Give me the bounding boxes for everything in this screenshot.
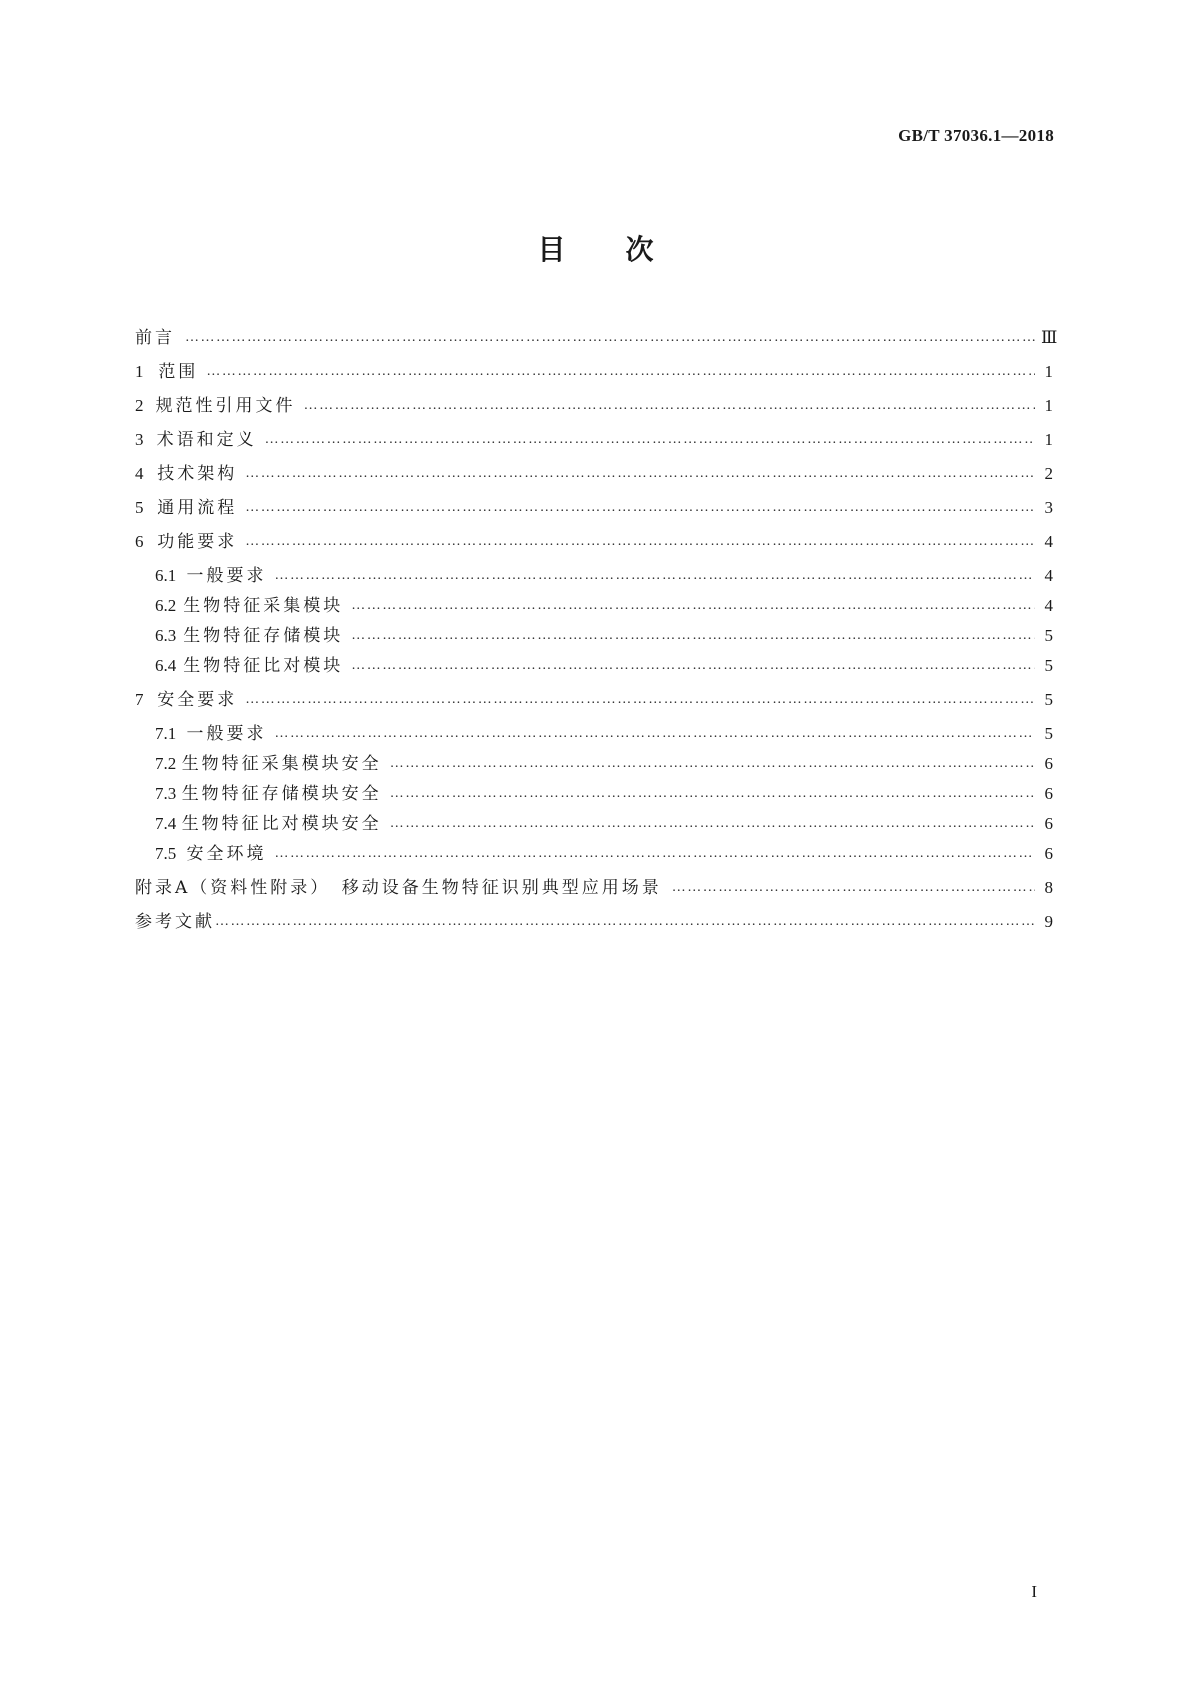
toc-entry-number: 5 xyxy=(135,498,144,517)
toc-entry-6-2[interactable] xyxy=(155,594,1053,618)
toc-entry-1[interactable] xyxy=(135,360,1053,384)
toc-entry-label: 生物特征存储模块安全 xyxy=(181,784,382,804)
toc-entry-foreword[interactable] xyxy=(135,326,1058,350)
dot-leader xyxy=(245,688,1035,712)
toc-entry-page: 3 xyxy=(1044,498,1053,517)
dot-leader xyxy=(274,564,1035,588)
page-number: I xyxy=(1031,1582,1037,1601)
toc-entry-7-2[interactable] xyxy=(155,752,1053,776)
dot-leader xyxy=(265,428,1035,452)
toc-entry-label: 安全要求 xyxy=(157,690,238,710)
toc-entry-page: 6 xyxy=(1044,754,1053,773)
standard-number: GB/T 37036.1—2018 xyxy=(898,126,1054,145)
toc-entry-6-1[interactable] xyxy=(155,564,1053,588)
toc-entry-appendix-a[interactable] xyxy=(135,876,1053,900)
dot-leader xyxy=(390,782,1035,806)
page-title: 目次 xyxy=(537,233,714,266)
toc-entry-number: 1 xyxy=(135,362,144,381)
toc-entry-7-3[interactable] xyxy=(155,782,1053,806)
toc-entry-page: 4 xyxy=(1044,596,1053,615)
dot-leader xyxy=(390,752,1035,776)
toc-entry-number: 3 xyxy=(135,430,144,449)
toc-entry-label: 生物特征存储模块 xyxy=(183,626,344,646)
dot-leader xyxy=(390,812,1035,836)
toc-entry-number: 7.4 xyxy=(155,814,177,833)
toc-entry-number: 7 xyxy=(135,690,144,709)
toc-entry-7-5[interactable] xyxy=(155,842,1053,866)
toc-entry-number: 7.1 xyxy=(155,724,177,743)
dot-leader xyxy=(215,910,1035,934)
toc-entry-page: 1 xyxy=(1044,396,1053,415)
toc-entry-5[interactable] xyxy=(135,496,1053,520)
dot-leader xyxy=(274,722,1035,746)
toc-entry-label: 生物特征比对模块安全 xyxy=(181,814,382,834)
toc-entry-page: 4 xyxy=(1044,566,1053,585)
toc-entry-label: 安全环境 xyxy=(186,844,267,864)
toc-entry-page: 9 xyxy=(1044,912,1053,931)
toc-entry-number: 6.1 xyxy=(155,566,177,585)
toc-entry-number: 6.3 xyxy=(155,626,177,645)
dot-leader xyxy=(245,496,1035,520)
toc-entry-page: 6 xyxy=(1044,814,1053,833)
dot-leader xyxy=(274,842,1035,866)
toc-entry-page: 1 xyxy=(1044,362,1053,381)
toc-entry-6-3[interactable] xyxy=(155,624,1053,648)
dot-leader xyxy=(351,594,1035,618)
toc-entry-number: 7.2 xyxy=(155,754,177,773)
dot-leader xyxy=(672,876,1035,900)
dot-leader xyxy=(245,530,1035,554)
toc-entry-7-1[interactable] xyxy=(155,722,1053,746)
toc-entry-page: 6 xyxy=(1044,784,1053,803)
toc-entry-number: 7.3 xyxy=(155,784,177,803)
toc-entry-number: 2 xyxy=(135,396,144,415)
toc-entry-page: 1 xyxy=(1044,430,1053,449)
dot-leader xyxy=(351,624,1035,648)
toc-entry-page: 8 xyxy=(1044,878,1053,897)
toc-entry-label: 前言 xyxy=(135,328,175,348)
toc-entry-page: 5 xyxy=(1044,626,1053,645)
toc-entry-label: 通用流程 xyxy=(157,498,238,518)
toc-entry-number: 6.4 xyxy=(155,656,177,675)
toc-entry-6-4[interactable] xyxy=(155,654,1053,678)
toc-entry-4[interactable] xyxy=(135,462,1053,486)
toc-entry-page: Ⅲ xyxy=(1041,328,1058,347)
toc-entry-number: 4 xyxy=(135,464,144,483)
toc-entry-references[interactable] xyxy=(135,910,1053,934)
toc-entry-page: 5 xyxy=(1044,690,1053,709)
dot-leader xyxy=(185,326,1035,350)
toc-entry-label: 生物特征采集模块安全 xyxy=(181,754,382,774)
toc-entry-label: 范围 xyxy=(158,362,199,382)
toc-entry-page: 5 xyxy=(1044,724,1053,743)
toc-entry-label: 功能要求 xyxy=(157,532,238,552)
toc-entry-page: 5 xyxy=(1044,656,1053,675)
toc-entry-page: 4 xyxy=(1044,532,1053,551)
toc-entry-number: 7.5 xyxy=(155,844,177,863)
toc-entry-label: 参考文献 xyxy=(135,912,215,932)
toc-entry-page: 6 xyxy=(1044,844,1053,863)
toc-entry-6[interactable] xyxy=(135,530,1053,554)
toc-entry-label: 规范性引用文件 xyxy=(155,396,296,416)
dot-leader xyxy=(304,394,1035,418)
toc-entry-page: 2 xyxy=(1044,464,1053,483)
toc-entry-label: 附录A（资料性附录） 移动设备生物特征识别典型应用场景 xyxy=(135,878,662,898)
toc-entry-3[interactable] xyxy=(135,428,1053,452)
toc-entry-label: 生物特征比对模块 xyxy=(183,656,344,676)
toc-entry-label: 一般要求 xyxy=(186,566,267,586)
toc-entry-number: 6.2 xyxy=(155,596,177,615)
dot-leader xyxy=(245,462,1035,486)
toc-entry-label: 一般要求 xyxy=(186,724,267,744)
toc-entry-7[interactable] xyxy=(135,688,1053,712)
dot-leader xyxy=(206,360,1035,384)
toc-entry-number: 6 xyxy=(135,532,144,551)
dot-leader xyxy=(351,654,1035,678)
toc-entry-label: 生物特征采集模块 xyxy=(183,596,344,616)
toc-entry-7-4[interactable] xyxy=(155,812,1053,836)
toc-entry-label: 技术架构 xyxy=(157,464,238,484)
toc-entry-label: 术语和定义 xyxy=(156,430,257,450)
toc-entry-2[interactable] xyxy=(135,394,1053,418)
